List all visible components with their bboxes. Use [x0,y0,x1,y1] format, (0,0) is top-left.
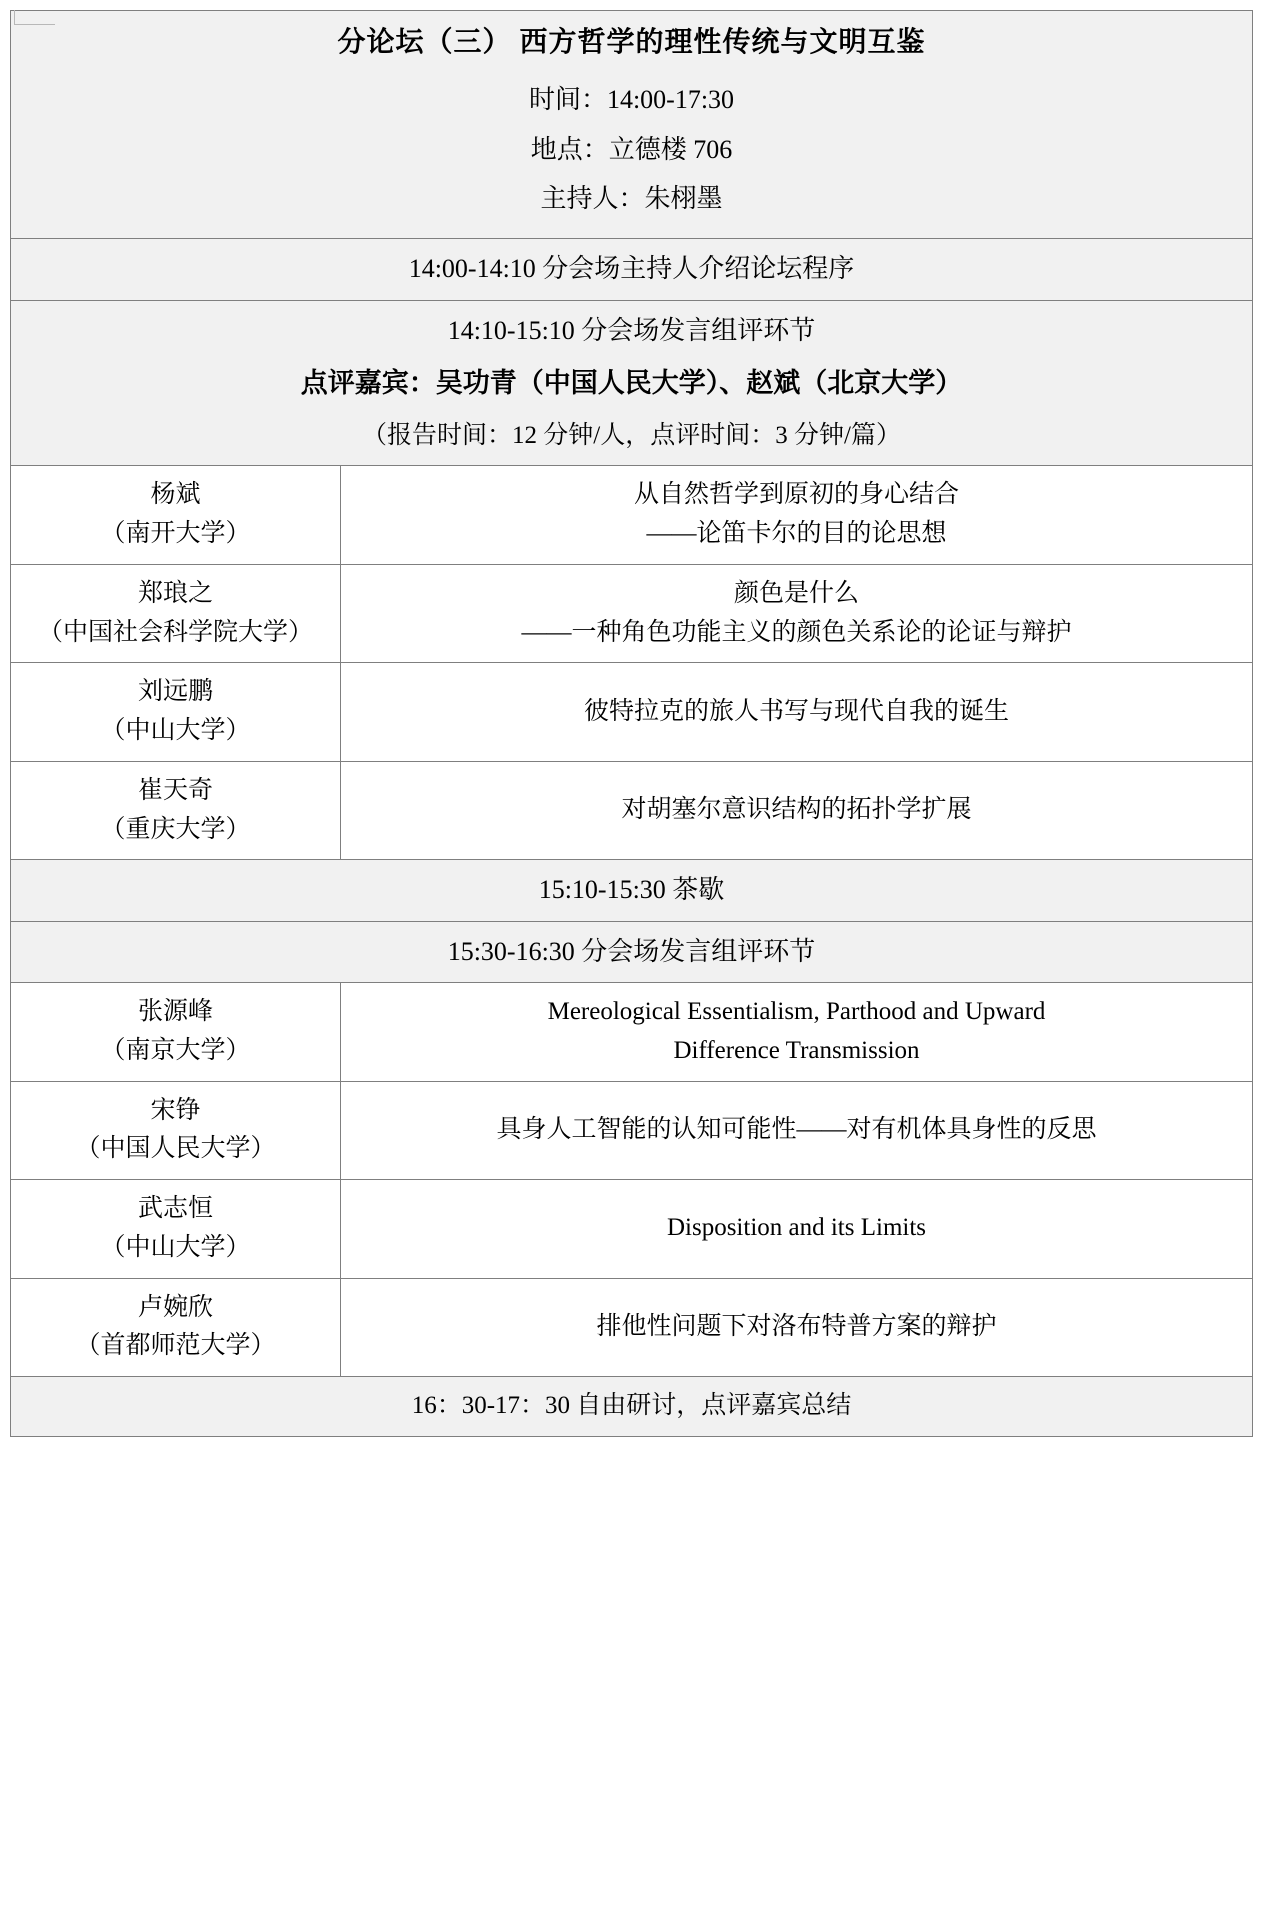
table-row [11,983,1253,1082]
table-row [11,466,1253,565]
talk-title-cell [341,1278,1253,1377]
speaker-name: 郑琅之 [137,579,213,607]
table-row [11,761,1253,860]
speaker-affiliation: （首都师范大学） [75,1332,276,1360]
talk-title-line1: 从自然哲学到原初的身心结合 [633,481,959,509]
speaker-affiliation: （南京大学） [100,1036,251,1064]
session-one-rules: （报告时间：12 分钟/人，点评时间：3 分钟/篇） [362,421,901,449]
document-page [0,10,1263,1928]
speaker-cell [11,1081,341,1180]
session-one-cell [11,300,1253,466]
table-row [11,921,1253,982]
table-row [11,1278,1253,1377]
speaker-cell [11,761,341,860]
talk-title-cell [341,761,1253,860]
table-row [11,239,1253,300]
talk-title-cell [341,983,1253,1082]
speaker-cell [11,1278,341,1377]
talk-title-line2: ——论笛卡尔的目的论思想 [646,520,947,548]
speaker-affiliation: （重庆大学） [100,815,251,843]
table-row-header [11,11,1253,239]
talk-title-line1: 对胡塞尔意识结构的拓扑学扩展 [621,796,972,824]
table-row [11,860,1253,921]
talk-title-line2: ——一种角色功能主义的颜色关系论的论证与辩护 [521,618,1072,646]
session-two-time: 15:30-16:30 分会场发言组评环节 [447,936,816,966]
speaker-cell [11,1180,341,1279]
session-one-commentators: 点评嘉宾：吴功青（中国人民大学）、赵斌（北京大学） [300,367,963,398]
forum-time: 时间：14:00-17:30 [528,85,735,115]
speaker-name: 宋铮 [150,1096,201,1124]
free-discussion-cell [11,1377,1253,1437]
talk-title-cell [341,1081,1253,1180]
talk-title-line1: 具身人工智能的认知可能性——对有机体具身性的反思 [496,1115,1097,1143]
speaker-affiliation: （中国人民大学） [75,1135,276,1163]
speaker-cell [11,466,341,565]
talk-title-cell [341,564,1253,663]
speaker-name: 杨斌 [150,481,201,509]
forum-header-cell [11,11,1253,239]
free-discussion-text: 16：30-17：30 自由研讨，点评嘉宾总结 [411,1392,852,1420]
forum-place: 地点：立德楼 706 [530,134,733,164]
talk-title-cell [341,1180,1253,1279]
program-intro-cell [11,239,1253,300]
talk-title-cell [341,466,1253,565]
talk-title-line1: Disposition and its Limits [666,1214,927,1242]
tea-break-text: 15:10-15:30 茶歇 [538,875,725,905]
table-row [11,1081,1253,1180]
speaker-name: 崔天奇 [137,776,213,804]
table-row [11,564,1253,663]
talk-title-line1: 排他性问题下对洛布特普方案的辩护 [596,1312,997,1340]
speaker-name: 卢婉欣 [137,1293,213,1321]
table-row [11,663,1253,762]
tea-break-cell [11,860,1253,921]
speaker-affiliation: （中山大学） [100,1233,251,1261]
program-intro-text: 14:00-14:10 分会场主持人介绍论坛程序 [408,254,855,284]
agenda-table [10,10,1253,1437]
table-row [11,1180,1253,1279]
speaker-cell [11,983,341,1082]
page-title: 分论坛（三） 西方哲学的理性传统与文明互鉴 [337,27,926,58]
talk-title-line1: 彼特拉克的旅人书写与现代自我的诞生 [583,697,1009,725]
speaker-affiliation: （中山大学） [100,717,251,745]
page-margin-mark [14,10,55,25]
speaker-name: 张源峰 [137,998,213,1026]
table-row [11,300,1253,466]
speaker-name: 武志恒 [137,1195,213,1223]
forum-host: 主持人：朱栩墨 [540,183,723,213]
speaker-affiliation: （南开大学） [100,520,251,548]
talk-title-cell [341,663,1253,762]
speaker-name: 刘远鹏 [137,678,213,706]
talk-title-line1: 颜色是什么 [733,579,859,607]
session-two-cell [11,921,1253,982]
talk-title-line1: Mereological Essentialism, Parthood and Upward [547,998,1046,1026]
session-one-time: 14:10-15:10 分会场发言组评环节 [447,315,816,345]
speaker-affiliation: （中国社会科学院大学） [37,618,313,646]
speaker-cell [11,564,341,663]
speaker-cell [11,663,341,762]
talk-title-line2: Difference Transmission [673,1036,920,1064]
table-row-footer [11,1377,1253,1437]
